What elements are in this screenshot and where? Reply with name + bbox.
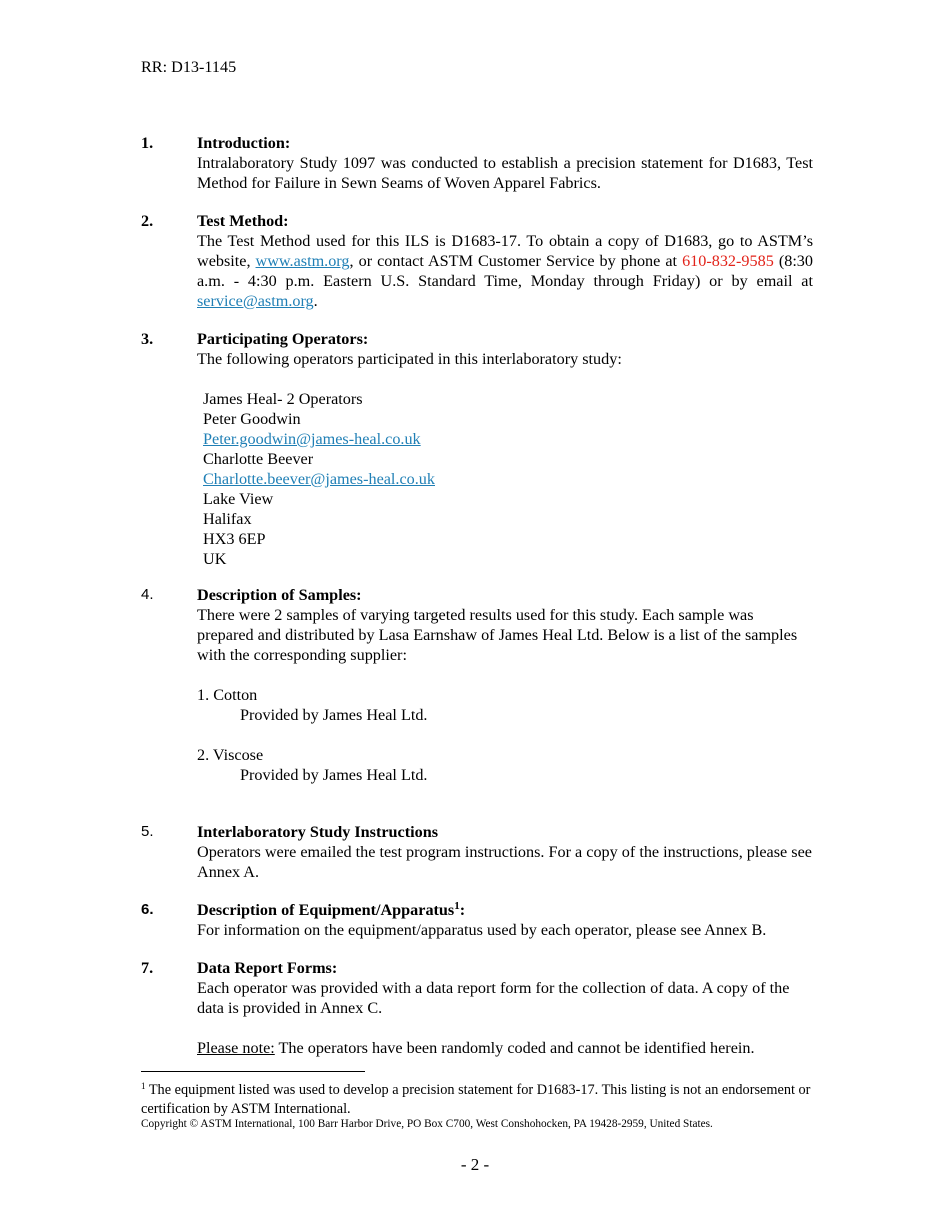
astm-email-link[interactable]: service@astm.org (197, 292, 314, 310)
section-text: The following operators participated in this interlaboratory study: (197, 350, 622, 368)
text-part: (8:30 a.m. - 4:30 p.m. Eastern U.S. Standard Time, Monday through Friday) or by email at (197, 252, 813, 290)
sample-name: 1. Cotton (197, 686, 258, 704)
section-participating-operators (141, 329, 813, 569)
sample-provider: Provided by James Heal Ltd. (240, 706, 428, 724)
title-suffix: : (459, 901, 466, 919)
section-number: 5. (141, 823, 154, 840)
footnote-text: The equipment listed was used to develop a precision statement for D1683-17. This listing is not an endorsement or certification by ASTM International. (141, 1082, 811, 1117)
section-number: 6. (141, 901, 154, 918)
section-introduction (141, 133, 813, 193)
section-text: Operators were emailed the test program instructions. For a copy of the instructions, please see Annex A. (197, 843, 812, 881)
section-text: There were 2 samples of varying targeted results used for this study. Each sample was prepared and distributed by Lasa Earnshaw of James Heal Ltd. Below is a list of the samples with the corresponding supplier: (197, 606, 798, 664)
contact-email-link[interactable]: Charlotte.beever@james-heal.co.uk (203, 470, 435, 488)
section-equipment (141, 900, 813, 940)
contact-org: James Heal- 2 Operators (203, 390, 363, 408)
sample-provider: Provided by James Heal Ltd. (240, 766, 428, 784)
footnote-ref: 1 (454, 900, 460, 912)
footnote-marker: 1 (141, 1081, 146, 1091)
contact-name: Charlotte Beever (203, 450, 314, 468)
section-title: Participating Operators: (197, 330, 369, 348)
address-line: UK (203, 550, 227, 568)
contact-name: Peter Goodwin (203, 410, 301, 428)
document-id: RR: D13-1145 (141, 58, 237, 76)
section-number: 7. (141, 959, 154, 977)
text-part: The Test Method used for this ILS is D1683-17. To obtain a copy of D1683, go to ASTM’s website, (197, 232, 813, 270)
section-number: 3. (141, 330, 154, 348)
contact-email-link[interactable]: Peter.goodwin@james-heal.co.uk (203, 430, 421, 448)
section-title: Introduction: (197, 134, 291, 152)
section-ils-instructions (141, 822, 813, 882)
title-text: Description of Equipment/Apparatus (197, 901, 455, 919)
section-description-of-samples (141, 585, 813, 785)
section-number: 2. (141, 212, 154, 230)
page-number: - 2 - (460, 1155, 490, 1174)
note-label: Please note: (197, 1039, 275, 1057)
section-title (197, 900, 813, 920)
note-text: The operators have been randomly coded and cannot be identified herein. (274, 1039, 755, 1057)
section-title: Test Method: (197, 212, 289, 230)
sample-name: 2. Viscose (197, 746, 264, 764)
section-data-report-forms (141, 958, 813, 1058)
section-text: Each operator was provided with a data report form for the collection of data. A copy of the data is provided in Annex C. (197, 979, 790, 1017)
copyright-notice: Copyright © ASTM International, 100 Barr Harbor Drive, PO Box C700, West Conshohocken, PA 19428-2959, United States. (141, 1118, 713, 1130)
sample-item (197, 745, 813, 785)
footnote-divider (141, 1071, 365, 1072)
section-text (197, 231, 813, 311)
address-line: HX3 6EP (203, 530, 266, 548)
section-number: 1. (141, 134, 154, 152)
section-number: 4. (141, 586, 154, 603)
footnote (141, 1081, 821, 1119)
sample-item (197, 685, 813, 725)
section-title: Description of Samples: (197, 586, 362, 604)
section-title: Data Report Forms: (197, 959, 338, 977)
text-part: , or contact ASTM Customer Service by phone at (349, 252, 683, 270)
address-line: Lake View (203, 490, 274, 508)
phone-number: 610-832-9585 (682, 252, 774, 270)
note (197, 1038, 813, 1058)
contact-block (203, 389, 813, 569)
astm-website-link[interactable]: www.astm.org (255, 252, 350, 270)
section-test-method (141, 211, 813, 311)
text-part: . (313, 292, 318, 310)
section-text: Intralaboratory Study 1097 was conducted to establish a precision statement for D1683, Test Method for Failure in Sewn Seams of Woven Apparel Fabrics. (197, 154, 813, 192)
section-text: For information on the equipment/apparatus used by each operator, please see Annex B. (197, 921, 767, 939)
section-title: Interlaboratory Study Instructions (197, 823, 439, 841)
address-line: Halifax (203, 510, 252, 528)
